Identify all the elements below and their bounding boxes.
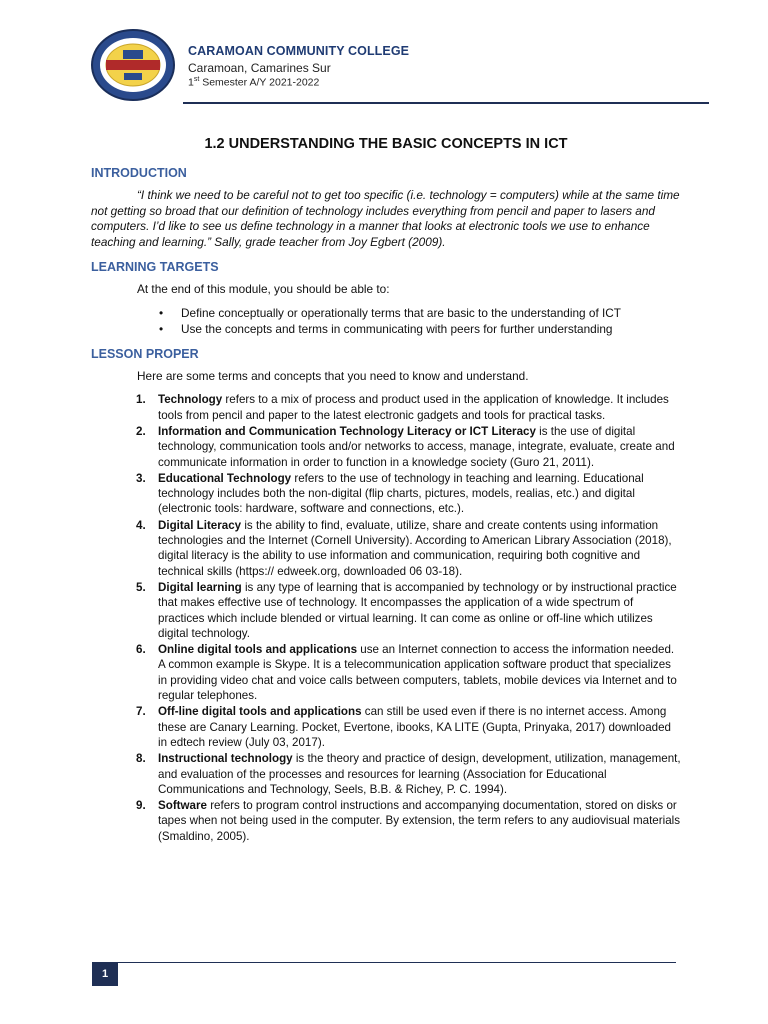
semester-line xyxy=(188,76,409,89)
learning-targets-lead: At the end of this module, you should be able to: xyxy=(137,282,390,297)
term-definition: refers to the use of technology in teaching and learning. Educational technology includes both the non-digital (flip charts, pictures, models, realias, etc.) and digital (electronic tools: hardware, software and connections, etc.). xyxy=(158,471,644,516)
term-name: Digital Literacy xyxy=(158,518,242,532)
term-definition: is any type of learning that is accompanied by technology or by instructional practice that makes effective use of technology. It encompasses the application of a wide spectrum of practices which include blended or virtual learning. It can come as online or off-line which utilizes digital technology. xyxy=(158,580,677,640)
college-location: Caramoan, Camarines Sur xyxy=(188,61,331,75)
college-name: CARAMOAN COMMUNITY COLLEGE xyxy=(188,44,410,58)
item-number: 1. xyxy=(136,393,146,407)
item-number: 4. xyxy=(136,518,146,532)
list-item xyxy=(159,305,681,321)
term-definition: is the use of digital technology, communication tools and/or networks to access, manage, integrate, evaluate, create and communicate information in order to function in a knowledge society (Guro 21, 2011). xyxy=(158,424,675,469)
terms-list xyxy=(91,392,681,844)
list-item xyxy=(136,798,681,844)
target-text: Use the concepts and terms in communicating with peers for further understanding xyxy=(181,322,613,337)
item-number: 2. xyxy=(136,424,146,438)
list-item xyxy=(136,424,681,470)
list-item xyxy=(136,392,681,423)
lesson-proper-lead: Here are some terms and concepts that you need to know and understand. xyxy=(137,369,529,384)
lesson-proper-heading: LESSON PROPER xyxy=(91,347,199,362)
document-title: 1.2 UNDERSTANDING THE BASIC CONCEPTS IN ICT xyxy=(204,136,568,152)
target-text: Define conceptually or operationally terms that are basic to the understanding of ICT xyxy=(181,306,622,321)
term-name: Technology xyxy=(158,393,223,407)
term-name: Educational Technology xyxy=(158,471,292,485)
item-number: 9. xyxy=(136,799,146,813)
term-definition: refers to program control instructions and accompanying documentation, stored on disks or tapes when not being used in the computer. By extension, the term refers to any audiovisual materials (Smaldino, 2005). xyxy=(158,799,681,843)
term-name: Off-line digital tools and applications xyxy=(158,705,362,719)
list-item xyxy=(136,751,681,797)
list-item xyxy=(136,704,681,750)
introduction-heading: INTRODUCTION xyxy=(91,166,187,180)
bullet-icon: • xyxy=(159,322,164,337)
header-divider xyxy=(183,102,709,104)
learning-targets-heading: LEARNING TARGETS xyxy=(91,260,219,275)
bullet-icon: • xyxy=(159,306,164,321)
introduction-quote xyxy=(91,188,681,250)
learning-targets-list xyxy=(91,305,681,337)
college-info xyxy=(188,44,409,89)
item-number: 8. xyxy=(136,752,146,766)
term-name: Software xyxy=(158,799,207,813)
list-item xyxy=(159,321,681,337)
item-number: 7. xyxy=(136,705,146,719)
item-number: 6. xyxy=(136,643,146,657)
list-item xyxy=(136,580,681,641)
document-body xyxy=(91,128,681,845)
list-item xyxy=(136,518,681,579)
term-name: Online digital tools and applications xyxy=(158,643,358,657)
term-definition: can still be used even if there is no internet access. Among these are Canary Learning. Pocket, Evertone, ibooks, KA LITE (Gupta, Prinyaka, 2017) downloaded in edtech review (July 03, 2017). xyxy=(158,705,672,749)
semester-sup: st xyxy=(193,76,200,83)
term-name: Information and Communication Technology Literacy or ICT Literacy xyxy=(158,424,536,438)
list-item xyxy=(136,471,681,517)
semester-prefix: 1 xyxy=(188,76,194,89)
term-name: Digital learning xyxy=(158,580,242,594)
term-definition: is the ability to find, evaluate, utilize, share and create contents using information technologies and the Internet (Cornell University). According to American Library Association (2018), digital literacy is the ability to use information and communication, requiring both cognitive and technical skills (https:// edweek.org, downloaded 06 03-18). xyxy=(158,518,672,578)
item-number: 5. xyxy=(136,580,146,594)
term-name: Instructional technology xyxy=(158,752,293,766)
term-definition: use an Internet connection to access the information needed. A common example is Skype. It is a telecommunication application software product that specializes in providing video chat and voice calls between computers, tablets, mobile devices via Internet and to regular telephones. xyxy=(158,643,677,703)
item-number: 3. xyxy=(136,471,146,485)
list-item xyxy=(136,642,681,703)
term-definition: is the theory and practice of design, development, utilization, management, and evaluation of the processes and resources for learning (Association for Educational Communications and Technology, Seels, B.B. & Richey, P. C. 1994). xyxy=(158,752,681,796)
quote-text: “I think we need to be careful not to get too specific (i.e. technology = computers) while at the same time not getting so broad that our definition of technology includes everything from pencil and paper to lasers and computers. I’d like to see us define technology in a manner that looks at electronic tools we use to enhance teaching and learning.” Sally, grade teacher from Joy Egbert (2009). xyxy=(91,188,680,249)
semester-rest: Semester A/Y 2021-2022 xyxy=(199,76,320,89)
footer-divider xyxy=(118,962,676,963)
page-header xyxy=(90,28,710,104)
college-seal-icon xyxy=(90,28,176,102)
page-number: 1 xyxy=(92,962,118,986)
term-definition: refers to a mix of process and product used in the application of knowledge. It includes tools from pencil and paper to the latest electronic gadgets and tools for practical tasks. xyxy=(158,393,669,422)
